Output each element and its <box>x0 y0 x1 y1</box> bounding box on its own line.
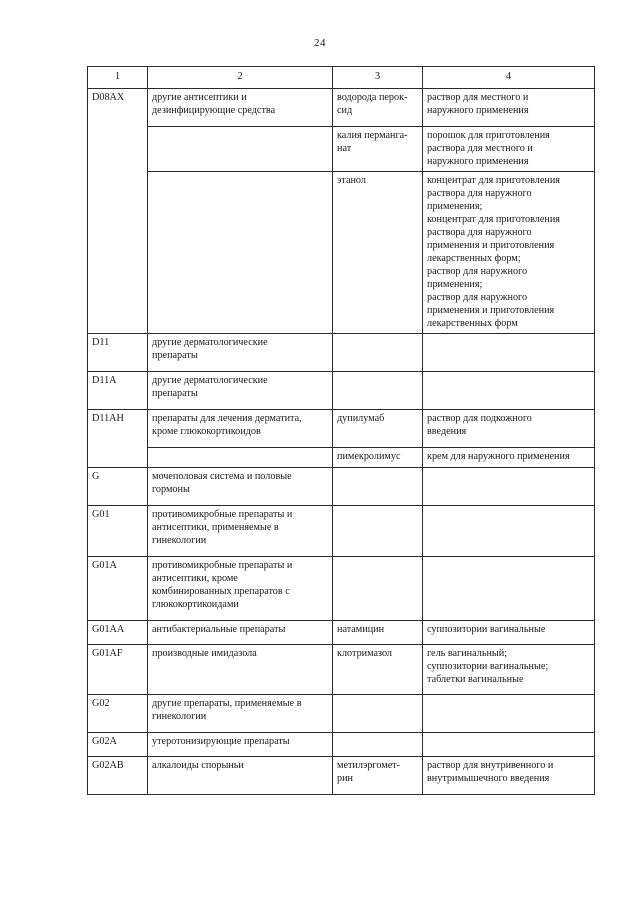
row-drug-cell: этанол <box>333 172 423 334</box>
column-header-drug: 3 <box>333 67 423 89</box>
table-row <box>88 557 595 621</box>
row-form-cell: суппозитории вагинальные <box>423 621 595 645</box>
row-group-cell: противомикробные препараты и антисептики, кроме комбинированных препаратов с глюкокортикоидами <box>148 557 333 621</box>
table-row <box>88 506 595 557</box>
column-header-group: 2 <box>148 67 333 89</box>
row-group-cell <box>148 127 333 172</box>
row-form-cell: концентрат для приготовления раствора для наружного применения; концентрат для приготовления раствора для наружного применения и приготовления лекарственных форм; раствор для наружного применения; раствор для наружного применения и приготовления лекарственных форм <box>423 172 595 334</box>
page-number: 24 <box>314 37 326 49</box>
row-code-cell: D11 <box>88 334 148 372</box>
row-code-cell: G01A <box>88 557 148 621</box>
row-form-cell: раствор для подкожного введения <box>423 410 595 448</box>
row-drug-cell <box>333 334 423 372</box>
row-group-cell: другие дерматологические препараты <box>148 334 333 372</box>
table-row <box>88 89 595 127</box>
row-form-cell: крем для наружного применения <box>423 448 595 468</box>
row-code-cell: D11A <box>88 372 148 410</box>
table-row <box>88 695 595 733</box>
row-drug-cell <box>333 506 423 557</box>
row-drug-cell: калия перманга- нат <box>333 127 423 172</box>
row-drug-cell: натамицин <box>333 621 423 645</box>
row-drug-cell: дупилумаб <box>333 410 423 448</box>
row-code-cell <box>88 172 148 334</box>
row-group-cell: препараты для лечения дерматита, кроме глюкокортикоидов <box>148 410 333 448</box>
row-code-cell: G02AB <box>88 757 148 795</box>
row-code-cell: G <box>88 468 148 506</box>
row-form-cell: раствор для местного и наружного применения <box>423 89 595 127</box>
row-drug-cell <box>333 733 423 757</box>
row-group-cell: утеротонизирующие препараты <box>148 733 333 757</box>
row-drug-cell <box>333 468 423 506</box>
row-drug-cell: метилэргомет- рин <box>333 757 423 795</box>
row-form-cell: гель вагинальный; суппозитории вагинальные; таблетки вагинальные <box>423 645 595 695</box>
row-group-cell: противомикробные препараты и антисептики, применяемые в гинекологии <box>148 506 333 557</box>
row-group-cell: другие препараты, применяемые в гинекологии <box>148 695 333 733</box>
table-row <box>88 127 595 172</box>
row-code-cell: G01AA <box>88 621 148 645</box>
row-form-cell: раствор для внутривенного и внутримышечного введения <box>423 757 595 795</box>
row-group-cell <box>148 448 333 468</box>
row-code-cell <box>88 448 148 468</box>
column-header-form: 4 <box>423 67 595 89</box>
row-group-cell: мочеполовая система и половые гормоны <box>148 468 333 506</box>
row-form-cell <box>423 506 595 557</box>
drug-classification-table <box>87 66 595 795</box>
row-form-cell <box>423 733 595 757</box>
row-group-cell: антибактериальные препараты <box>148 621 333 645</box>
row-form-cell <box>423 334 595 372</box>
row-drug-cell: пимекролимус <box>333 448 423 468</box>
table-row <box>88 172 595 334</box>
table-row <box>88 757 595 795</box>
row-code-cell <box>88 127 148 172</box>
row-code-cell: G02 <box>88 695 148 733</box>
column-header-code: 1 <box>88 67 148 89</box>
row-drug-cell: водорода перок- сид <box>333 89 423 127</box>
table-row <box>88 372 595 410</box>
row-drug-cell: клотримазол <box>333 645 423 695</box>
row-form-cell <box>423 468 595 506</box>
row-form-cell: порошок для приготовления раствора для местного и наружного применения <box>423 127 595 172</box>
row-form-cell <box>423 695 595 733</box>
row-form-cell <box>423 557 595 621</box>
row-code-cell: D11AH <box>88 410 148 448</box>
table-row <box>88 733 595 757</box>
row-drug-cell <box>333 557 423 621</box>
row-drug-cell <box>333 372 423 410</box>
table-row <box>88 334 595 372</box>
row-group-cell: другие антисептики и дезинфицирующие средства <box>148 89 333 127</box>
row-group-cell: другие дерматологические препараты <box>148 372 333 410</box>
table-row <box>88 621 595 645</box>
row-code-cell: G01AF <box>88 645 148 695</box>
row-group-cell: производные имидазола <box>148 645 333 695</box>
row-group-cell <box>148 172 333 334</box>
table-header-row <box>88 67 595 89</box>
row-code-cell: G02A <box>88 733 148 757</box>
row-code-cell: G01 <box>88 506 148 557</box>
table-row <box>88 448 595 468</box>
table-row <box>88 645 595 695</box>
table-row <box>88 468 595 506</box>
row-code-cell: D08AX <box>88 89 148 127</box>
row-group-cell: алкалоиды спорыньи <box>148 757 333 795</box>
row-form-cell <box>423 372 595 410</box>
table-row <box>88 410 595 448</box>
row-drug-cell <box>333 695 423 733</box>
